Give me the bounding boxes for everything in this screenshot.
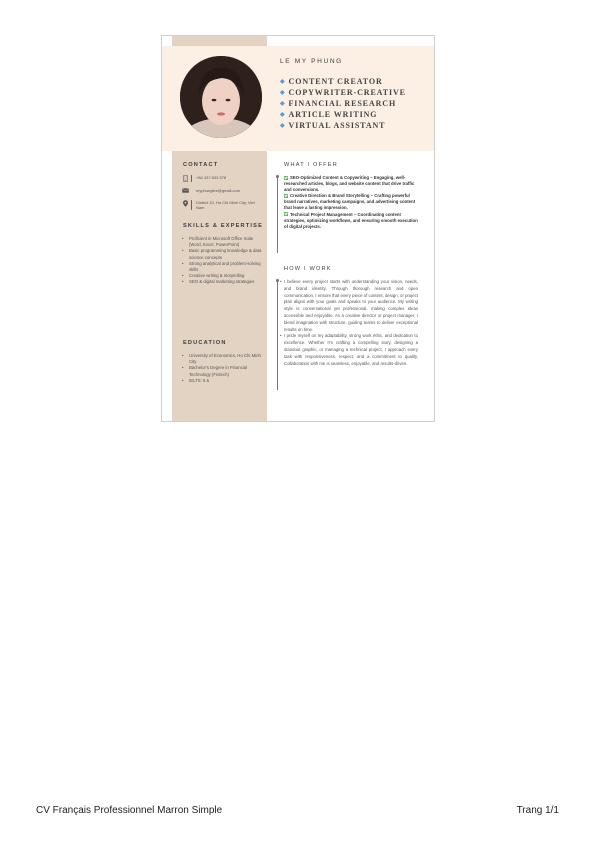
role-item: ◆ FINANCIAL RESEARCH bbox=[280, 99, 397, 108]
skills-heading: SKILLS & EXPERTISE bbox=[183, 223, 264, 229]
work-paragraph: • I pride myself on my adaptability, strong work ethic, and dedication to excellence. Whether I'm crafting a compelling story, designing a standout graphic, or managing a technical project, I approach every task with responsiveness, respect, and a commitment to quality. Collaboration with me is seamless, enjoyable, and results-driven. bbox=[284, 333, 418, 367]
checkmark-icon bbox=[284, 194, 288, 198]
diamond-icon: ◆ bbox=[280, 112, 286, 118]
role-item: ◆ VIRTUAL ASSISTANT bbox=[280, 121, 386, 130]
list-item: • Bachelor's Degree in Financial Technology (Fintech) bbox=[182, 365, 262, 377]
resume-page: LE MY PHUNG ◆ CONTENT CREATOR ◆ COPYWRITER-CREATIVE ◆ FINANCIAL RESEARCH ◆ ARTICLE WRITING ◆ VIRTUAL ASSISTANT CONTACT +84 337 833 578 myphunglee@gmail.com District 10, Ho Chi Minh City, Viet Nam SKILLS & EXPERTISE • Proficient in Microsoft Office Suite (Word, Excel, PowerPoint) • Basic programming knowledge & data science concepts • Strong analytical and problem-solving skills • Creative writing & storytelling • SEO & digital marketing strategies EDUCATION • University of Economics, Ho Chi Minh City • Bachelor's Degree in Financial Technology (Fintech) • IELTS: 5.5 WHAT I OFFER SEO-Optimized Content & Copywriting – Engaging, well-researched articles, blogs, and website content that drive traffic and conversions. Creative Direction & Brand Storytelling – Crafting powerful brand narratives, marketing campaigns, and advertising content that leave a lasting impression. Technical Project Management – Coordinating content strategies, optimizing workflows, and ensuring smooth execution of digital projects. HOW I WORK • I believe every project starts with understanding your vision, needs, and brand identity. Through thorough research and open communication, I ensure that every piece of content, design, or project plan aligns with your goals and speaks to your audience. My writing style is conversational yet professional, making complex ideas accessible and enjoyable. As a creative director or project manager, I blend imagination with structure, guiding teams to deliver exceptional results on time. • I pride myself on my adaptability, strong work ethic, and dedication to excellence. Whether I'm crafting a compelling story, designing a standout graphic, or managing a technical project, I approach every task with responsiveness, respect, and a commitment to quality. Collaboration with me is seamless, enjoyable, and results-driven. bbox=[161, 35, 435, 422]
role-item: ◆ ARTICLE WRITING bbox=[280, 110, 378, 119]
list-item: • University of Economics, Ho Chi Minh City bbox=[182, 353, 262, 365]
offer-item: Creative Direction & Brand Storytelling – Crafting powerful brand narratives, marketing campaigns, and advertising content that leave a lasting impression. bbox=[284, 193, 416, 211]
profile-photo bbox=[180, 56, 262, 138]
document-title: CV Français Professionnel Marron Simple bbox=[36, 805, 223, 816]
diamond-icon: ◆ bbox=[280, 123, 286, 129]
timeline-line bbox=[277, 176, 278, 253]
contact-heading: CONTACT bbox=[183, 162, 219, 168]
education-heading: EDUCATION bbox=[183, 340, 227, 346]
list-item: • Creative writing & storytelling bbox=[182, 273, 262, 279]
list-item: • SEO & digital marketing strategies bbox=[182, 279, 262, 285]
checkmark-icon bbox=[284, 212, 288, 216]
page-indicator: Trang 1/1 bbox=[516, 805, 559, 816]
skills-list bbox=[182, 236, 262, 286]
role-item: ◆ COPYWRITER-CREATIVE bbox=[280, 88, 406, 97]
location-pin-icon bbox=[182, 200, 189, 207]
offer-item: SEO-Optimized Content & Copywriting – Engaging, well-researched articles, blogs, and website content that drive traffic and conversions. bbox=[284, 175, 415, 193]
diamond-icon: ◆ bbox=[280, 79, 286, 85]
offer-heading: WHAT I OFFER bbox=[284, 162, 338, 168]
work-section bbox=[284, 279, 418, 367]
mail-icon bbox=[182, 187, 189, 194]
role-list bbox=[280, 77, 406, 132]
checkmark-icon bbox=[284, 176, 288, 180]
list-item: • Proficient in Microsoft Office Suite (Word, Excel, PowerPoint) bbox=[182, 236, 262, 248]
education-list bbox=[182, 353, 262, 384]
diamond-icon: ◆ bbox=[280, 90, 286, 96]
work-heading: HOW I WORK bbox=[284, 266, 332, 272]
sidebar-top-band bbox=[172, 36, 267, 46]
role-item: ◆ CONTENT CREATOR bbox=[280, 77, 383, 86]
phone-icon bbox=[182, 175, 189, 182]
offer-item: Technical Project Management – Coordinating content strategies, optimizing workflows, and ensuring smooth execution of digital projects. bbox=[284, 211, 418, 229]
timeline-line bbox=[277, 280, 278, 390]
list-item: • Strong analytical and problem-solving skills bbox=[182, 261, 262, 273]
list-item: • IELTS: 5.5 bbox=[182, 378, 262, 384]
diamond-icon: ◆ bbox=[280, 101, 286, 107]
work-paragraph: • I believe every project starts with understanding your vision, needs, and brand identity. Through thorough research and open communication, I ensure that every piece of content, design, or project plan aligns with your goals and speaks to your audience. My writing style is conversational yet professional, making complex ideas accessible and enjoyable. As a creative director or project manager, I blend imagination with structure, guiding teams to deliver exceptional results on time. bbox=[284, 279, 418, 333]
list-item: • Basic programming knowledge & data science concepts bbox=[182, 248, 262, 260]
resume-name: LE MY PHUNG bbox=[280, 58, 343, 65]
offer-section bbox=[284, 175, 419, 230]
